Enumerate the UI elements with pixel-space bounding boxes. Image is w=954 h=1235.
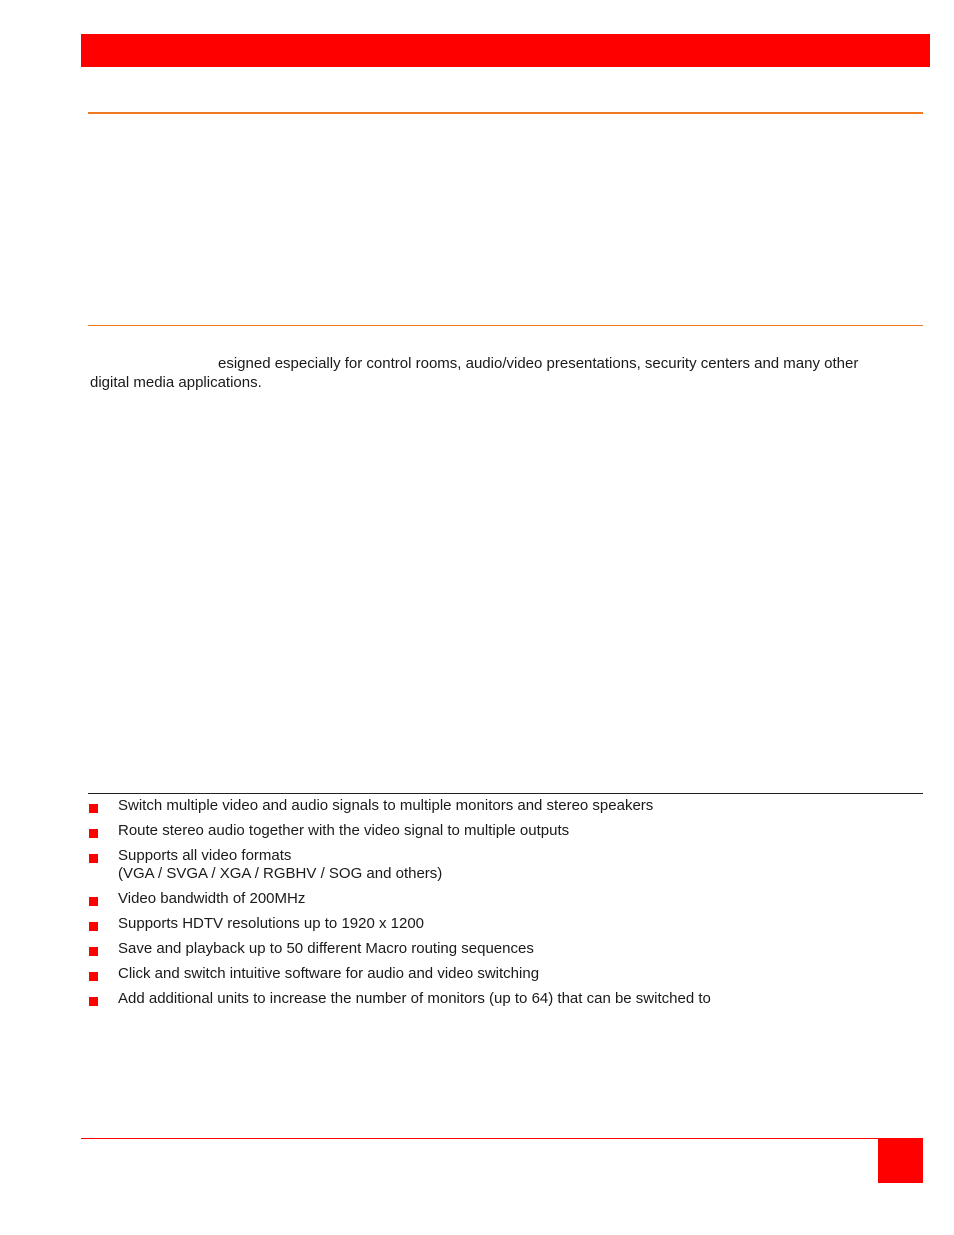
feature-list	[88, 797, 918, 1015]
bullet-icon	[89, 829, 98, 838]
list-item	[88, 915, 918, 933]
intro-line-2: digital media applications.	[90, 374, 262, 391]
feature-text: Supports HDTV resolutions up to 1920 x 1200	[118, 915, 425, 932]
bullet-icon	[89, 922, 98, 931]
footer-rule	[81, 1138, 923, 1139]
list-item	[88, 940, 918, 958]
features-divider	[88, 793, 923, 794]
header-bar	[81, 34, 930, 67]
bullet-icon	[89, 854, 98, 863]
bullet-icon	[89, 947, 98, 956]
bullet-icon	[89, 997, 98, 1006]
feature-text: Switch multiple video and audio signals to multiple monitors and stereo speakers	[118, 797, 654, 814]
intro-line-1: esigned especially for control rooms, audio/video presentations, security centers and many other	[218, 355, 859, 372]
list-item	[88, 847, 918, 883]
feature-subtext: (VGA / SVGA / XGA / RGBHV / SOG and others)	[118, 865, 443, 882]
bullet-icon	[89, 972, 98, 981]
bullet-icon	[89, 897, 98, 906]
list-item	[88, 890, 918, 908]
bullet-icon	[89, 804, 98, 813]
section-divider-top	[88, 112, 923, 114]
feature-text: Add additional units to increase the number of monitors (up to 64) that can be switched to	[118, 990, 711, 1007]
list-item	[88, 965, 918, 983]
feature-text: Save and playback up to 50 different Macro routing sequences	[118, 940, 534, 957]
intro-paragraph	[90, 354, 910, 392]
feature-text: Video bandwidth of 200MHz	[118, 890, 306, 907]
section-divider-middle	[88, 325, 923, 326]
list-item	[88, 990, 918, 1008]
list-item	[88, 822, 918, 840]
feature-text: Click and switch intuitive software for audio and video switching	[118, 965, 540, 982]
list-item	[88, 797, 918, 815]
feature-text: Route stereo audio together with the video signal to multiple outputs	[118, 822, 570, 839]
feature-text: Supports all video formats	[118, 847, 292, 864]
page-number-box	[878, 1138, 923, 1183]
